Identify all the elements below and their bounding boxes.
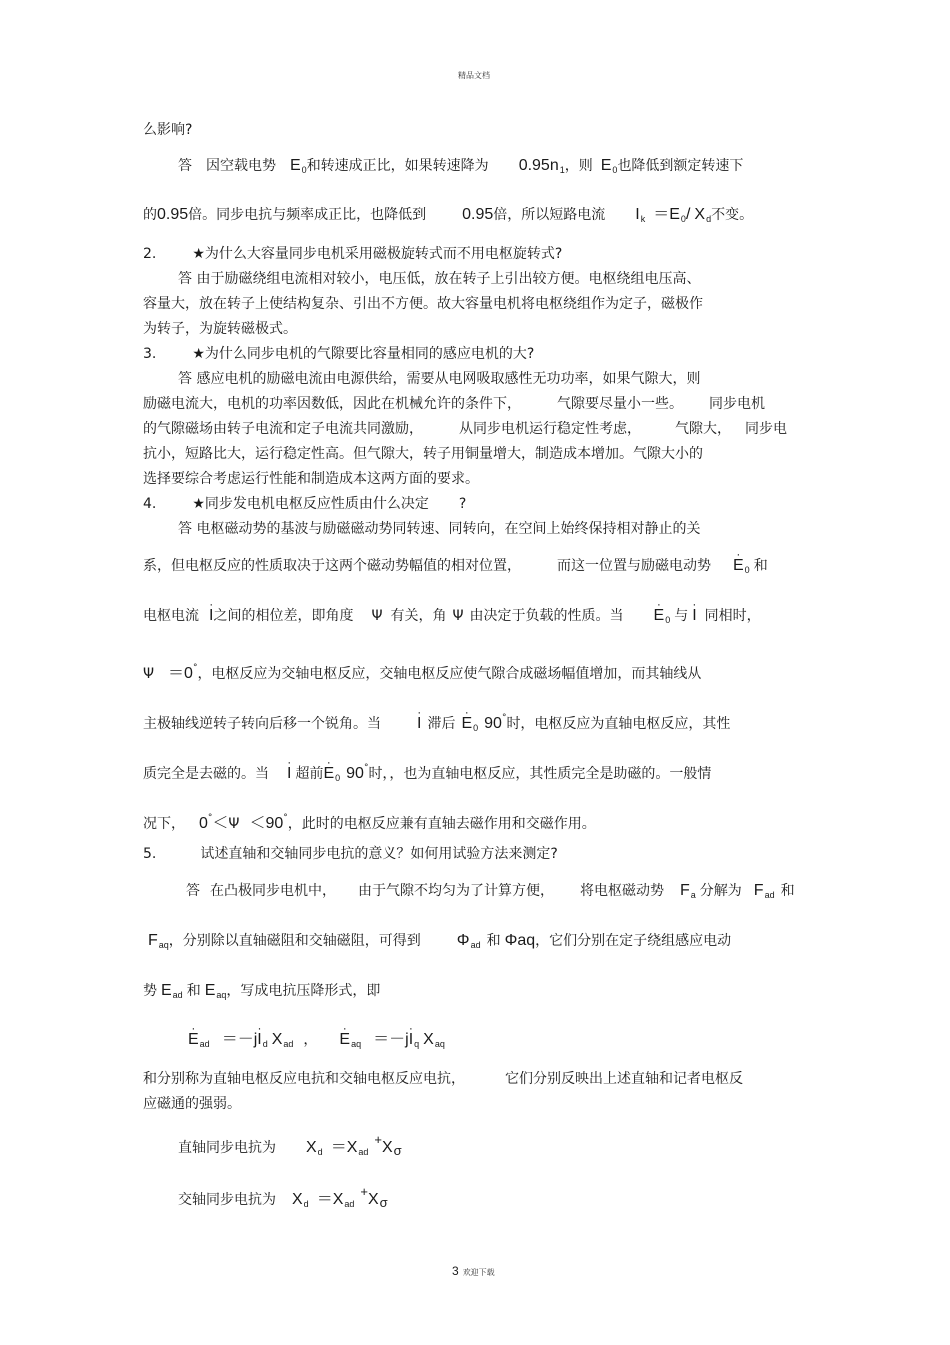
question-2: 2. ★为什么大容量同步电机采用磁极旋转式而不用电枢旋转式? <box>143 246 563 262</box>
text-line: 么影响? <box>143 122 193 138</box>
text-line: 质完全是去磁的。当· I 超前· $E_0$ 90°时，，也为直轴电枢反应，其性质完全是助磁的。一般情 <box>143 759 711 787</box>
text-line: 容量大，放在转子上使结构复杂、引出不方便。故大容量电机将电枢绕组作为定子，磁极作 <box>143 296 703 312</box>
text-line: 抗小，短路比大，运行稳定性高。但气隙大，转子用铜量增大，制造成本增加。气隙大小的 <box>143 446 703 462</box>
question-4: 4. ★同步发电机电枢反应性质由什么决定 ? <box>143 496 467 512</box>
text-line: 答 因空载电势 $E_0$和转速成正比，如果转速降为 $0.95n_1$，则 $E_0$也降低到额定转速下 <box>178 157 744 175</box>
question-3: 3. ★为什么同步电机的气隙要比容量相同的感应电机的大? <box>143 346 535 362</box>
question-5: 5. 试述直轴和交轴同步电抗的意义？如何用试验方法来测定? <box>143 846 558 862</box>
text-line: 系，但电枢反应的性质取决于这两个磁动势幅值的相对位置， 而这一位置与励磁电动势· $E_0$ 和 <box>143 557 768 579</box>
equation: · $E_{ad} =-j\cdot I_d$ $X_{ad}$ ，· $E_{aq} =-j\cdot I_q$ $X_{aq}$ <box>188 1031 445 1053</box>
text-line: 电枢电流· I之间的相位差，即角度 Ψ 有关，角 Ψ 由决定于负载的性质。当· $E_0$ 与· I 同相时， <box>143 607 761 629</box>
direct-axis-reactance: 直轴同步电抗为 $X_d =X_{ad}+X\sigma$ <box>178 1132 402 1158</box>
text-line: 答 在凸极同步电机中， 由于气隙不均匀为了计算方便， 将电枢磁动势 $F_a$ 分解为 $F_{ad}$ 和 <box>186 882 795 900</box>
text-line: 的0.95倍。同步电抗与频率成正比，也降低到 0.95倍，所以短路电流 $I_k =E_0/$ $X_d$不变。 <box>143 206 754 224</box>
text-line: $F_{aq}$，分别除以直轴磁阻和交轴磁阻，可得到 $\Phi_{ad}$ 和 Φaq，它们分别在定子绕组感应电动 <box>148 932 732 950</box>
text-line: 应磁通的强弱。 <box>143 1096 241 1112</box>
page-header: 精品文档 <box>458 71 490 80</box>
text-line: 答 电枢磁动势的基波与励磁磁动势同转速、同转向，在空间上始终保持相对静止的关 <box>178 521 701 537</box>
text-line: 的气隙磁场由转子电流和定子电流共同激励， 从同步电机运行稳定性考虑， 气隙大， 同步电 <box>143 421 787 437</box>
quadrature-axis-reactance: 交轴同步电抗为 $X_d =X_{ad}+X\sigma$ <box>178 1184 388 1210</box>
text-line: Ψ ＝0°，电枢反应为交轴电枢反应，交轴电枢反应使气隙合成磁场幅值增加，而其轴线从 <box>143 663 702 682</box>
text-line: 和分别称为直轴电枢反应电抗和交轴电枢反应电抗， 它们分别反映出上述直轴和记者电枢反 <box>143 1071 743 1087</box>
text-line: 选择要综合考虑运行性能和制造成本这两方面的要求。 <box>143 471 479 487</box>
text-line: 答 感应电机的励磁电流由电源供给，需要从电网吸取感性无功功率，如果气隙大，则 <box>178 371 701 387</box>
text-line: 励磁电流大，电机的功率因数低，因此在机械允许的条件下， 气隙要尽量小一些。 同步电机 <box>143 396 765 412</box>
page-footer: 3 欢迎下载 <box>452 1264 495 1278</box>
text-line: 况下， 0°＜Ψ ＜90°，此时的电枢反应兼有直轴去磁作用和交磁作用。 <box>143 813 596 832</box>
text-line: 势 $E_{ad}$ 和 $E_{aq}$，写成电抗压降形式，即 <box>143 982 381 1000</box>
text-line: 为转子，为旋转磁极式。 <box>143 321 297 337</box>
text-line: 主极轴线逆转子转向后移一个锐角。当· I 滞后· $E_0$ 90°时，电枢反应为直轴电枢反应，其性 <box>143 709 730 737</box>
text-line: 答 由于励磁绕组电流相对较小，电压低，放在转子上引出较方便。电枢绕组电压高、 <box>178 271 701 287</box>
